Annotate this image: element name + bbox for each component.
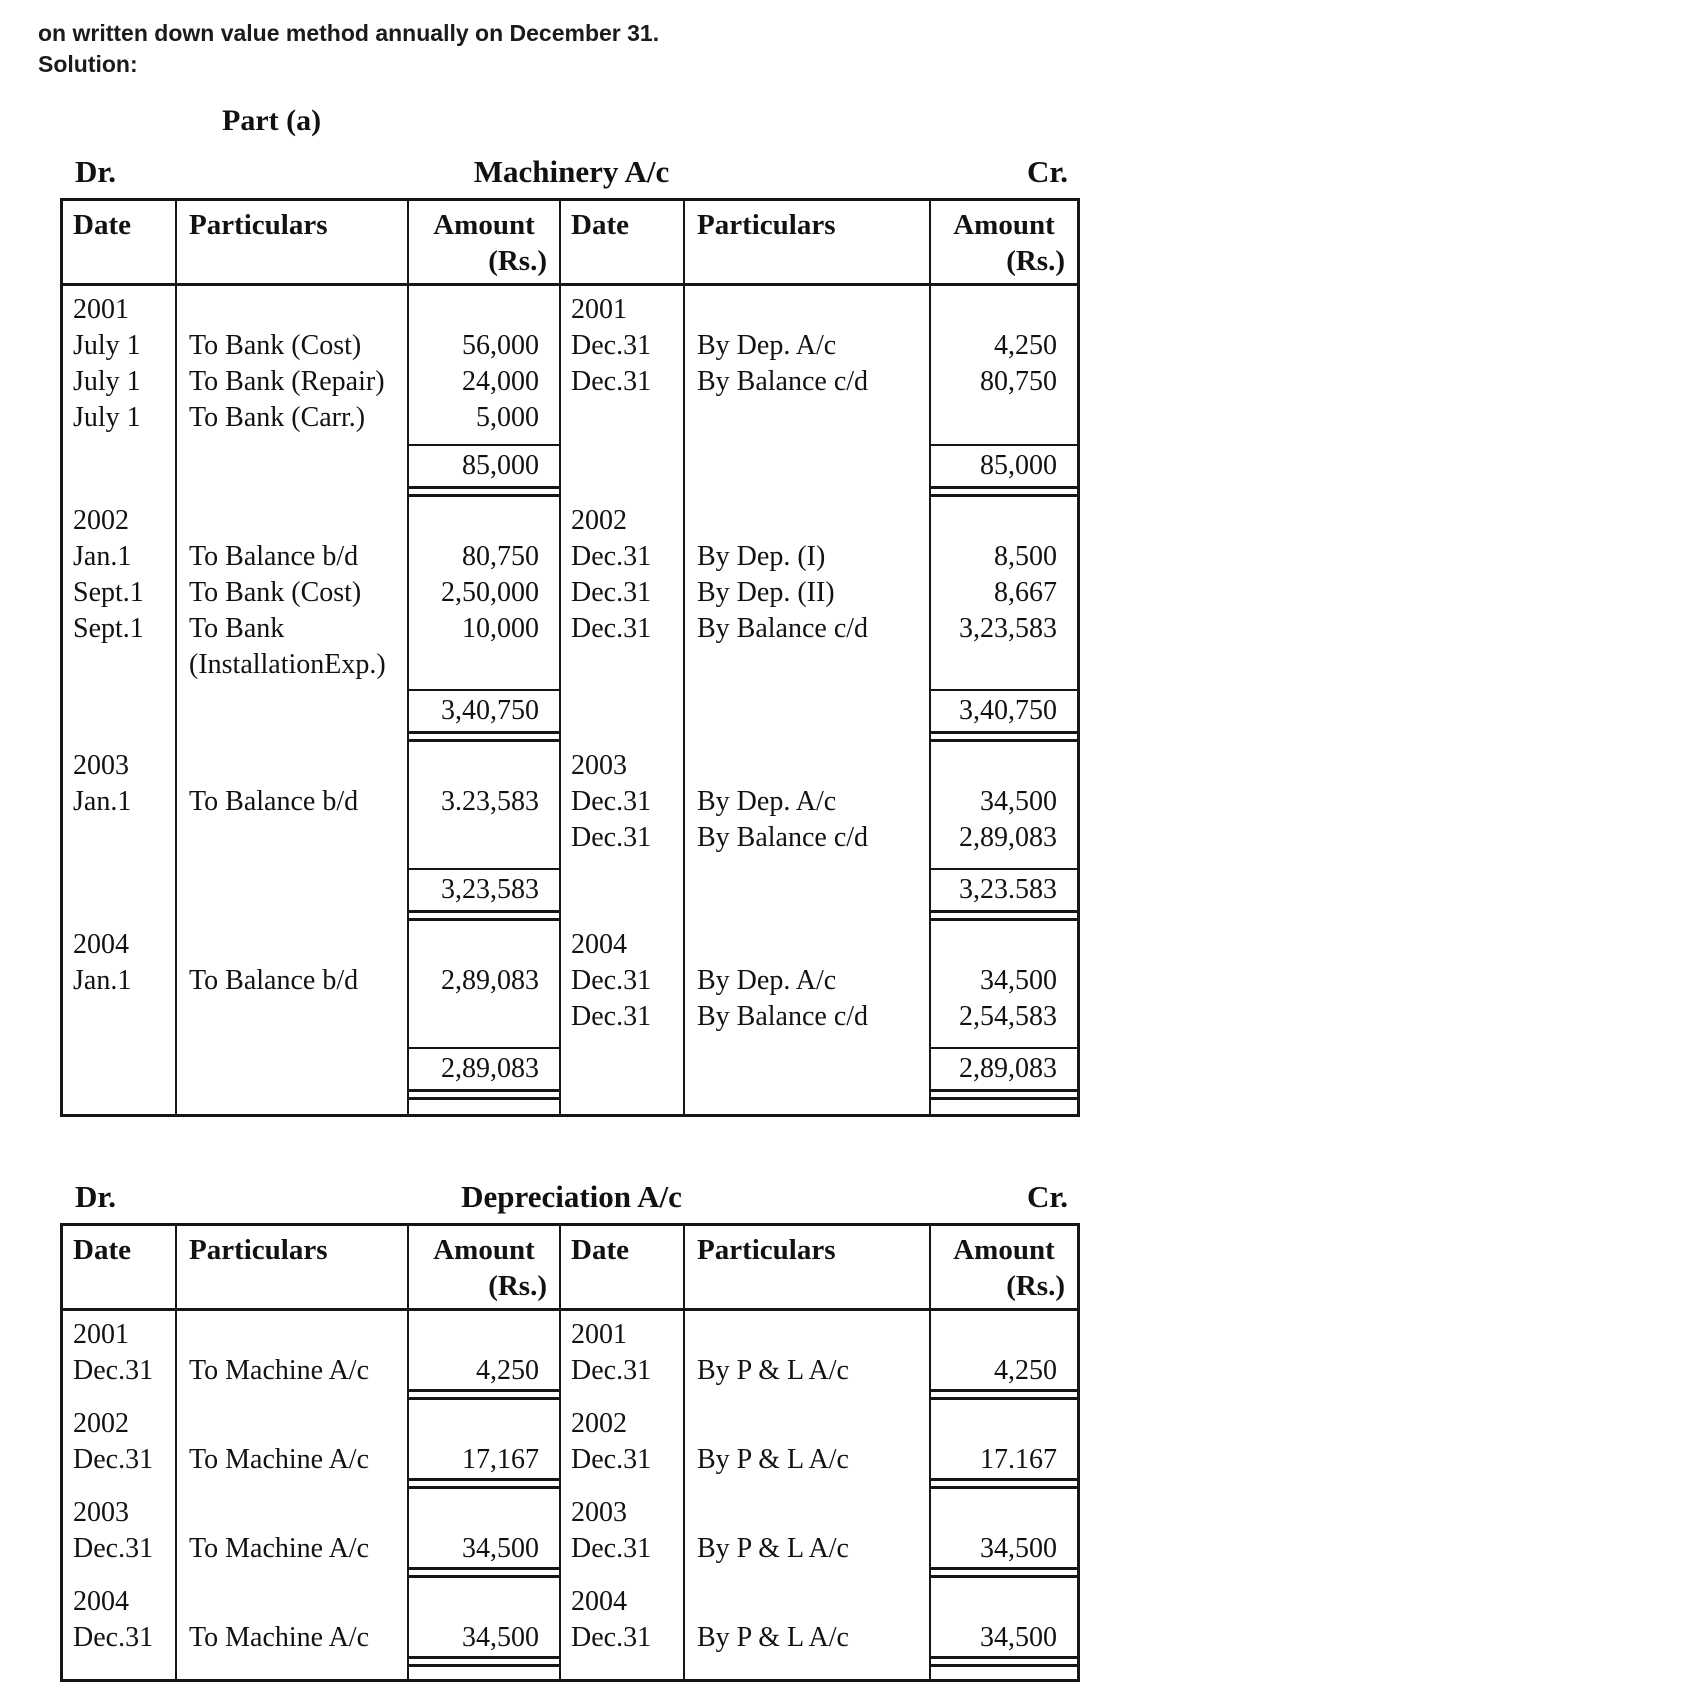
ledger-row: [63, 400, 1077, 436]
date-cell: July 1: [73, 366, 141, 397]
date-cell: Jan.1: [73, 965, 132, 996]
spacer-row: [63, 856, 1077, 868]
particulars-cell: By Dep. A/c: [683, 963, 929, 999]
ledger-row: [63, 784, 1077, 820]
date-cell: Dec.31: [73, 1622, 154, 1653]
total-amount-cell: 3,23.583: [929, 868, 1077, 913]
ledger-row: [63, 999, 1077, 1035]
amount-cell: 4,250: [929, 328, 1077, 364]
particulars-cell: By Dep. A/c: [683, 784, 929, 820]
particulars-cell: (InstallationExp.): [175, 647, 407, 683]
date-cell: Jan.1: [73, 786, 132, 817]
amount-cell: 3.23,583: [407, 784, 559, 820]
amount-label: Amount: [433, 209, 535, 241]
amount-column-header: [407, 201, 559, 283]
date-cell: Dec.31: [73, 1533, 154, 1564]
ruling-row: [63, 1392, 1077, 1400]
cr-label: Cr.: [1026, 154, 1068, 189]
date-cell: July 1: [73, 330, 141, 361]
date-cell: Sept.1: [73, 613, 144, 644]
year-cell: 2001: [559, 1311, 683, 1353]
particulars-cell: To Balance b/d: [175, 539, 407, 575]
date-cell: Dec.31: [559, 611, 683, 647]
table-header-row: [63, 201, 1077, 286]
ledger-row: [63, 963, 1077, 999]
particulars-column-header: Particulars: [175, 1226, 407, 1308]
amount-cell: 2,50,000: [407, 575, 559, 611]
date-cell: Dec.31: [559, 784, 683, 820]
particulars-cell: To Bank (Cost): [175, 328, 407, 364]
particulars-cell: By P & L A/c: [683, 1620, 929, 1659]
ledger-row: [63, 647, 1077, 683]
particulars-cell: To Bank (Repair): [175, 364, 407, 400]
particulars-cell: By Balance c/d: [683, 820, 929, 856]
amount-label: Amount: [953, 209, 1055, 241]
rs-label: (Rs.): [488, 245, 547, 277]
ruling-row: [63, 1659, 1077, 1667]
machinery-account-table: [60, 198, 1080, 1117]
amount-cell: 34,500: [929, 784, 1077, 820]
amount-cell: 5,000: [407, 400, 559, 436]
total-amount-cell: 85,000: [407, 444, 559, 489]
date-cell: Jan.1: [73, 541, 132, 572]
year-row: [63, 1489, 1077, 1531]
particulars-cell: To Machine A/c: [175, 1620, 407, 1659]
particulars-cell: To Bank: [175, 611, 407, 647]
year-cell: 2003: [73, 1497, 129, 1528]
particulars-cell: By P & L A/c: [683, 1531, 929, 1570]
rs-label: (Rs.): [1006, 245, 1065, 277]
total-amount-cell: 85,000: [929, 444, 1077, 489]
amount-cell: 10,000: [407, 611, 559, 647]
ledger-row: [63, 539, 1077, 575]
year-cell: 2002: [559, 1400, 683, 1442]
amount-cell: 17,167: [407, 1442, 559, 1481]
year-cell: 2004: [559, 921, 683, 963]
amount-cell: 80,750: [407, 539, 559, 575]
ledger-row: [63, 575, 1077, 611]
particulars-cell: By Dep. (I): [683, 539, 929, 575]
amount-cell: 80,750: [929, 364, 1077, 400]
year-cell: 2001: [73, 294, 129, 325]
year-cell: 2004: [73, 1586, 129, 1617]
amount-cell: 34,500: [929, 1531, 1077, 1570]
date-cell: Dec.31: [73, 1355, 154, 1386]
table-header-row: [63, 1226, 1077, 1311]
amount-cell: 8,500: [929, 539, 1077, 575]
amount-cell: 8,667: [929, 575, 1077, 611]
depreciation-account-table: [60, 1223, 1080, 1682]
particulars-cell: To Bank (Carr.): [175, 400, 407, 436]
particulars-cell: By P & L A/c: [683, 1353, 929, 1392]
date-cell: Dec.31: [559, 1620, 683, 1659]
dr-label: Dr.: [75, 1179, 117, 1214]
amount-cell: 34,500: [929, 1620, 1077, 1659]
particulars-column-header: Particulars: [175, 201, 407, 283]
date-cell: Sept.1: [73, 577, 144, 608]
particulars-cell: To Machine A/c: [175, 1353, 407, 1392]
year-row: [63, 921, 1077, 963]
particulars-cell: By Balance c/d: [683, 364, 929, 400]
amount-cell: 4,250: [407, 1353, 559, 1392]
particulars-column-header: Particulars: [683, 201, 929, 283]
total-row: [63, 868, 1077, 913]
total-amount-cell: 2,89,083: [407, 1047, 559, 1092]
particulars-cell: To Machine A/c: [175, 1531, 407, 1570]
rs-label: (Rs.): [1006, 1270, 1065, 1302]
spacer-row: [63, 1667, 1077, 1679]
ruling-row: [63, 1092, 1077, 1100]
amount-column-header: [929, 1226, 1077, 1308]
year-row: [63, 1311, 1077, 1353]
date-cell: Dec.31: [559, 1442, 683, 1481]
particulars-cell: By Dep. A/c: [683, 328, 929, 364]
date-cell: Dec.31: [73, 1444, 154, 1475]
amount-cell: 2,89,083: [407, 963, 559, 999]
date-cell: Dec.31: [559, 963, 683, 999]
date-cell: Dec.31: [559, 575, 683, 611]
amount-cell: 2,54,583: [929, 999, 1077, 1035]
ledger-row: [63, 820, 1077, 856]
particulars-cell: By P & L A/c: [683, 1442, 929, 1481]
amount-cell: 34,500: [929, 963, 1077, 999]
date-cell: Dec.31: [559, 1353, 683, 1392]
ruling-row: [63, 489, 1077, 497]
year-cell: 2004: [559, 1578, 683, 1620]
part-label: Part (a): [222, 104, 322, 137]
date-cell: Dec.31: [559, 820, 683, 856]
particulars-cell: By Balance c/d: [683, 611, 929, 647]
year-cell: 2001: [73, 1319, 129, 1350]
spacer-row: [63, 436, 1077, 444]
amount-cell: 56,000: [407, 328, 559, 364]
account-title: Depreciation A/c: [461, 1179, 682, 1214]
amount-label: Amount: [953, 1234, 1055, 1266]
depreciation-account-header: [60, 1179, 1080, 1215]
year-cell: 2002: [73, 505, 129, 536]
spacer-row: [63, 1100, 1077, 1114]
ledger-row: [63, 328, 1077, 364]
particulars-cell: By Balance c/d: [683, 999, 929, 1035]
amount-column-header: [929, 201, 1077, 283]
amount-column-header: [407, 1226, 559, 1308]
total-amount-cell: 3,23,583: [407, 868, 559, 913]
year-cell: 2003: [559, 742, 683, 784]
total-row: [63, 1047, 1077, 1092]
date-cell: Dec.31: [559, 999, 683, 1035]
year-row: [63, 286, 1077, 328]
year-row: [63, 742, 1077, 784]
date-cell: Dec.31: [559, 1531, 683, 1570]
date-column-header: Date: [73, 1234, 131, 1266]
particulars-cell: To Bank (Cost): [175, 575, 407, 611]
ruling-row: [63, 913, 1077, 921]
rs-label: (Rs.): [488, 1270, 547, 1302]
ledger-row: [63, 1620, 1077, 1659]
total-row: [63, 689, 1077, 734]
solution-label: Solution:: [38, 51, 138, 77]
amount-cell: 2,89,083: [929, 820, 1077, 856]
date-cell: July 1: [73, 402, 141, 433]
dr-label: Dr.: [75, 154, 117, 189]
amount-cell: 34,500: [407, 1531, 559, 1570]
amount-cell: 17.167: [929, 1442, 1077, 1481]
date-cell: Dec.31: [559, 364, 683, 400]
total-amount-cell: 3,40,750: [407, 689, 559, 734]
ledger-row: [63, 1353, 1077, 1392]
machinery-account-header: [60, 154, 1080, 190]
total-row: [63, 444, 1077, 489]
particulars-column-header: Particulars: [683, 1226, 929, 1308]
intro-text: [38, 18, 1700, 80]
ledger-row: [63, 1531, 1077, 1570]
ruling-row: [63, 1481, 1077, 1489]
amount-label: Amount: [433, 1234, 535, 1266]
date-column-header: Date: [559, 1226, 683, 1308]
particulars-cell: To Balance b/d: [175, 784, 407, 820]
date-column-header: Date: [73, 209, 131, 241]
date-cell: Dec.31: [559, 539, 683, 575]
year-row: [63, 1400, 1077, 1442]
particulars-cell: By Dep. (II): [683, 575, 929, 611]
amount-cell: 4,250: [929, 1353, 1077, 1392]
ruling-row: [63, 1570, 1077, 1578]
particulars-cell: To Machine A/c: [175, 1442, 407, 1481]
total-amount-cell: 3,40,750: [929, 689, 1077, 734]
ruling-row: [63, 734, 1077, 742]
amount-cell: 3,23,583: [929, 611, 1077, 647]
year-cell: 2001: [559, 286, 683, 328]
ledger-row: [63, 611, 1077, 647]
year-cell: 2003: [73, 750, 129, 781]
year-cell: 2002: [73, 1408, 129, 1439]
year-row: [63, 1578, 1077, 1620]
ledger-row: [63, 1442, 1077, 1481]
total-amount-cell: 2,89,083: [929, 1047, 1077, 1092]
date-column-header: Date: [559, 201, 683, 283]
year-cell: 2003: [559, 1489, 683, 1531]
account-title: Machinery A/c: [473, 154, 670, 189]
date-cell: Dec.31: [559, 328, 683, 364]
amount-cell: 34,500: [407, 1620, 559, 1659]
amount-cell: 24,000: [407, 364, 559, 400]
year-row: [63, 497, 1077, 539]
year-cell: 2004: [73, 929, 129, 960]
particulars-cell: To Balance b/d: [175, 963, 407, 999]
cr-label: Cr.: [1026, 1179, 1068, 1214]
intro-line-1: on written down value method annually on December 31.: [38, 20, 660, 46]
year-cell: 2002: [559, 497, 683, 539]
spacer-row: [63, 1035, 1077, 1047]
ledger-row: [63, 364, 1077, 400]
